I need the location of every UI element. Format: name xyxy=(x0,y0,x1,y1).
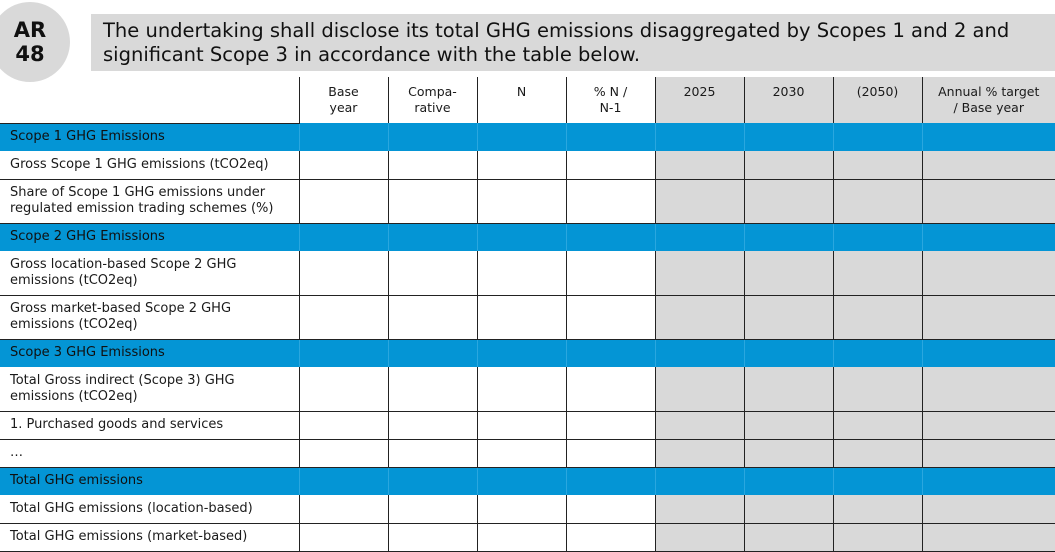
badge-label-ar: AR xyxy=(13,18,47,42)
section-header-row xyxy=(0,223,1055,251)
value-cell xyxy=(388,339,477,367)
value-cell xyxy=(299,339,388,367)
value-cell xyxy=(922,223,1055,251)
value-cell xyxy=(833,339,922,367)
value-cell xyxy=(744,295,833,339)
value-cell xyxy=(744,179,833,223)
value-cell xyxy=(922,251,1055,295)
value-cell xyxy=(744,151,833,179)
section-label: Scope 3 GHG Emissions xyxy=(0,339,299,367)
table-row xyxy=(0,411,1055,439)
value-cell xyxy=(299,295,388,339)
table-header-row xyxy=(0,77,1055,123)
value-cell xyxy=(744,411,833,439)
value-cell xyxy=(922,367,1055,411)
value-cell xyxy=(299,223,388,251)
value-cell xyxy=(655,411,744,439)
column-header xyxy=(566,77,655,123)
value-cell xyxy=(744,467,833,495)
value-cell xyxy=(833,251,922,295)
value-cell xyxy=(922,495,1055,523)
value-cell xyxy=(833,151,922,179)
requirement-text: The undertaking shall disclose its total GHG emissions disaggregated by Scopes 1 and 2 and significant Scope 3 in accordance with the table below. xyxy=(91,14,1055,71)
row-label: … xyxy=(0,439,299,467)
value-cell xyxy=(388,367,477,411)
value-cell xyxy=(477,439,566,467)
value-cell xyxy=(566,251,655,295)
value-cell xyxy=(655,223,744,251)
column-header xyxy=(477,77,566,123)
value-cell xyxy=(299,495,388,523)
column-header-line1: 2025 xyxy=(683,84,716,99)
table-body xyxy=(0,123,1055,551)
column-header-line1: (2050) xyxy=(856,84,899,99)
value-cell xyxy=(655,179,744,223)
column-header-line1: N xyxy=(516,84,527,99)
value-cell xyxy=(744,495,833,523)
value-cell xyxy=(833,467,922,495)
header-blank-cell xyxy=(0,77,299,123)
value-cell xyxy=(744,339,833,367)
table-row xyxy=(0,367,1055,411)
value-cell xyxy=(566,367,655,411)
value-cell xyxy=(299,179,388,223)
value-cell xyxy=(566,467,655,495)
value-cell xyxy=(655,495,744,523)
value-cell xyxy=(655,123,744,151)
value-cell xyxy=(833,495,922,523)
column-header-line1: Annual % target xyxy=(938,84,1040,99)
value-cell xyxy=(388,439,477,467)
value-cell xyxy=(299,367,388,411)
value-cell xyxy=(566,151,655,179)
value-cell xyxy=(922,339,1055,367)
table-row xyxy=(0,151,1055,179)
section-header-row xyxy=(0,467,1055,495)
value-cell xyxy=(922,123,1055,151)
value-cell xyxy=(477,123,566,151)
value-cell xyxy=(388,223,477,251)
value-cell xyxy=(299,151,388,179)
column-header-line2: rative xyxy=(414,100,451,115)
value-cell xyxy=(922,179,1055,223)
row-label: Gross location-based Scope 2 GHG emissions (tCO2eq) xyxy=(0,251,299,295)
badge-label-number: 48 xyxy=(15,42,45,66)
column-header-line2: / Base year xyxy=(953,100,1024,115)
value-cell xyxy=(744,367,833,411)
value-cell xyxy=(477,495,566,523)
value-cell xyxy=(388,251,477,295)
value-cell xyxy=(477,251,566,295)
column-header-line1: Base xyxy=(328,84,359,99)
table-row xyxy=(0,179,1055,223)
value-cell xyxy=(477,367,566,411)
column-header-line1: 2030 xyxy=(772,84,805,99)
value-cell xyxy=(477,339,566,367)
value-cell xyxy=(477,179,566,223)
value-cell xyxy=(744,439,833,467)
column-header-line1: Compa- xyxy=(408,84,457,99)
value-cell xyxy=(299,467,388,495)
value-cell xyxy=(388,123,477,151)
value-cell xyxy=(655,439,744,467)
column-header-line1: % N / xyxy=(593,84,628,99)
value-cell xyxy=(655,339,744,367)
value-cell xyxy=(744,123,833,151)
section-badge xyxy=(0,2,70,82)
value-cell xyxy=(655,251,744,295)
value-cell xyxy=(833,367,922,411)
value-cell xyxy=(833,123,922,151)
value-cell xyxy=(388,295,477,339)
value-cell xyxy=(744,251,833,295)
value-cell xyxy=(388,467,477,495)
section-header-row xyxy=(0,339,1055,367)
column-header-line2: year xyxy=(329,100,358,115)
value-cell xyxy=(655,295,744,339)
value-cell xyxy=(477,223,566,251)
table-row xyxy=(0,495,1055,523)
column-header xyxy=(744,77,833,123)
value-cell xyxy=(477,295,566,339)
value-cell xyxy=(833,179,922,223)
row-label: 1. Purchased goods and services xyxy=(0,411,299,439)
row-label: Total Gross indirect (Scope 3) GHG emissions (tCO2eq) xyxy=(0,367,299,411)
value-cell xyxy=(922,411,1055,439)
value-cell xyxy=(566,123,655,151)
value-cell xyxy=(833,295,922,339)
value-cell xyxy=(566,495,655,523)
value-cell xyxy=(566,295,655,339)
column-header xyxy=(388,77,477,123)
value-cell xyxy=(477,411,566,439)
value-cell xyxy=(388,411,477,439)
value-cell xyxy=(566,223,655,251)
value-cell xyxy=(655,467,744,495)
table-row xyxy=(0,439,1055,467)
value-cell xyxy=(299,411,388,439)
value-cell xyxy=(566,179,655,223)
section-label: Scope 2 GHG Emissions xyxy=(0,223,299,251)
ghg-emissions-table xyxy=(0,77,1055,552)
value-cell xyxy=(833,411,922,439)
column-header xyxy=(922,77,1055,123)
value-cell xyxy=(833,223,922,251)
value-cell xyxy=(299,123,388,151)
value-cell xyxy=(655,367,744,411)
value-cell xyxy=(744,223,833,251)
value-cell xyxy=(922,467,1055,495)
value-cell xyxy=(655,151,744,179)
table-row xyxy=(0,295,1055,339)
column-header-line2: N-1 xyxy=(599,100,622,115)
value-cell xyxy=(566,439,655,467)
column-header xyxy=(833,77,922,123)
value-cell xyxy=(388,495,477,523)
value-cell xyxy=(566,411,655,439)
table-row xyxy=(0,251,1055,295)
value-cell xyxy=(922,151,1055,179)
section-label: Total GHG emissions xyxy=(0,467,299,495)
column-header xyxy=(299,77,388,123)
row-label: Gross market-based Scope 2 GHG emissions (tCO2eq) xyxy=(0,295,299,339)
value-cell xyxy=(477,151,566,179)
column-header xyxy=(655,77,744,123)
row-label: Share of Scope 1 GHG emissions under regulated emission trading schemes (%) xyxy=(0,179,299,223)
value-cell xyxy=(299,251,388,295)
row-label: Gross Scope 1 GHG emissions (tCO2eq) xyxy=(0,151,299,179)
section-label: Scope 1 GHG Emissions xyxy=(0,123,299,151)
value-cell xyxy=(388,151,477,179)
row-label: Total GHG emissions (market-based) xyxy=(0,523,299,551)
section-header-row xyxy=(0,123,1055,151)
value-cell xyxy=(299,439,388,467)
value-cell xyxy=(566,339,655,367)
value-cell xyxy=(922,439,1055,467)
value-cell xyxy=(388,179,477,223)
value-cell xyxy=(922,295,1055,339)
value-cell xyxy=(477,467,566,495)
row-label: Total GHG emissions (location-based) xyxy=(0,495,299,523)
value-cell xyxy=(833,439,922,467)
